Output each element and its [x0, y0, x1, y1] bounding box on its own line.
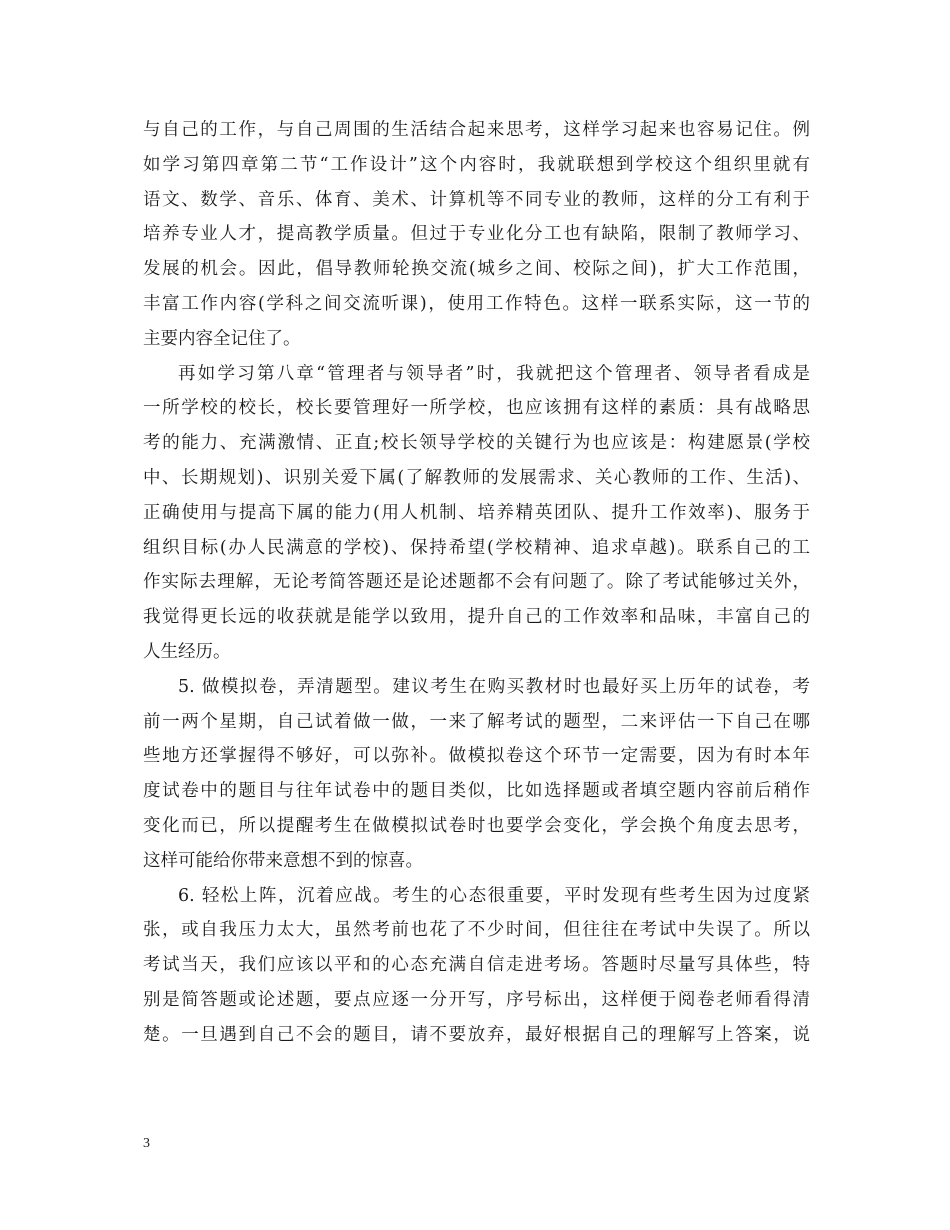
text-line: 组织目标(办人民满意的学校)、保持希望(学校精神、追求卓越)。联系自己的工	[143, 537, 810, 558]
text-line: 些地方还掌握得不够好，可以弥补。做模拟卷这个环节一定需要，因为有时本年	[143, 746, 810, 767]
text-line: 人生经历。	[143, 641, 231, 662]
text-line: 语文、数学、音乐、体育、美术、计算机等不同专业的教师，这样的分工有利于	[143, 189, 810, 210]
text-line: 丰富工作内容(学科之间交流听课)，使用工作特色。这样一联系实际，这一节的	[143, 293, 810, 314]
text-line: 中、长期规划)、识别关爱下属(了解教师的发展需求、关心教师的工作、生活)、	[143, 467, 810, 488]
document-body	[143, 113, 810, 1053]
text-line: 度试卷中的题目与往年试卷中的题目类似，比如选择题或者填空题内容前后稍作	[143, 781, 810, 802]
text-line: 再如学习第八章“管理者与领导者”时，我就把这个管理者、领导者看成是	[178, 363, 810, 384]
text-line: 张，或自我压力太大，虽然考前也花了不少时间，但往往在考试中失误了。所以	[143, 920, 810, 941]
text-line: 主要内容全记住了。	[143, 328, 301, 349]
text-line: 正确使用与提高下属的能力(用人机制、培养精英团队、提升工作效率)、服务于	[143, 502, 810, 523]
paragraph	[143, 670, 810, 879]
text-line: 楚。一旦遇到自己不会的题目，请不要放弃，最好根据自己的理解写上答案，说	[143, 1024, 810, 1045]
text-line: 别是简答题或论述题，要点应逐一分开写，序号标出，这样便于阅卷老师看得清	[143, 989, 810, 1010]
text-line: 培养专业人才，提高教学质量。但过于专业化分工也有缺陷，限制了教师学习、	[143, 224, 810, 245]
paragraph	[143, 357, 810, 670]
text-line: 前一两个星期，自己试着做一做，一来了解考试的题型，二来评估一下自己在哪	[143, 711, 810, 732]
text-line: 与自己的工作，与自己周围的生活结合起来思考，这样学习起来也容易记住。例	[143, 120, 810, 140]
text-line: 5. 做模拟卷，弄清题型。建议考生在购买教材时也最好买上历年的试卷，考	[178, 676, 810, 697]
text-line: 这样可能给你带来意想不到的惊喜。	[143, 850, 423, 871]
text-line: 考试当天，我们应该以平和的心态充满自信走进考场。答题时尽量写具体些，特	[143, 955, 810, 976]
text-line: 如学习第四章第二节“工作设计”这个内容时，我就联想到学校这个组织里就有	[143, 154, 810, 175]
text-line: 发展的机会。因此，倡导教师轮换交流(城乡之间、校际之间)，扩大工作范围，	[143, 259, 810, 280]
paragraph	[143, 113, 810, 357]
text-line: 一所学校的校长，校长要管理好一所学校，也应该拥有这样的素质：具有战略思	[143, 398, 810, 419]
text-line: 6. 轻松上阵，沉着应战。考生的心态很重要，平时发现有些考生因为过度紧	[178, 885, 810, 906]
text-line: 我觉得更长远的收获就是能学以致用，提升自己的工作效率和品味，丰富自己的	[143, 607, 810, 628]
page-number: 3	[143, 1136, 150, 1151]
paragraph	[143, 879, 810, 1053]
text-line: 变化而已，所以提醒考生在做模拟试卷时也要学会变化，学会换个角度去思考，	[143, 815, 810, 836]
text-line: 考的能力、充满激情、正直;校长领导学校的关键行为也应该是：构建愿景(学校	[143, 433, 810, 454]
text-line: 作实际去理解，无论考简答题还是论述题都不会有问题了。除了考试能够过关外，	[143, 572, 810, 593]
